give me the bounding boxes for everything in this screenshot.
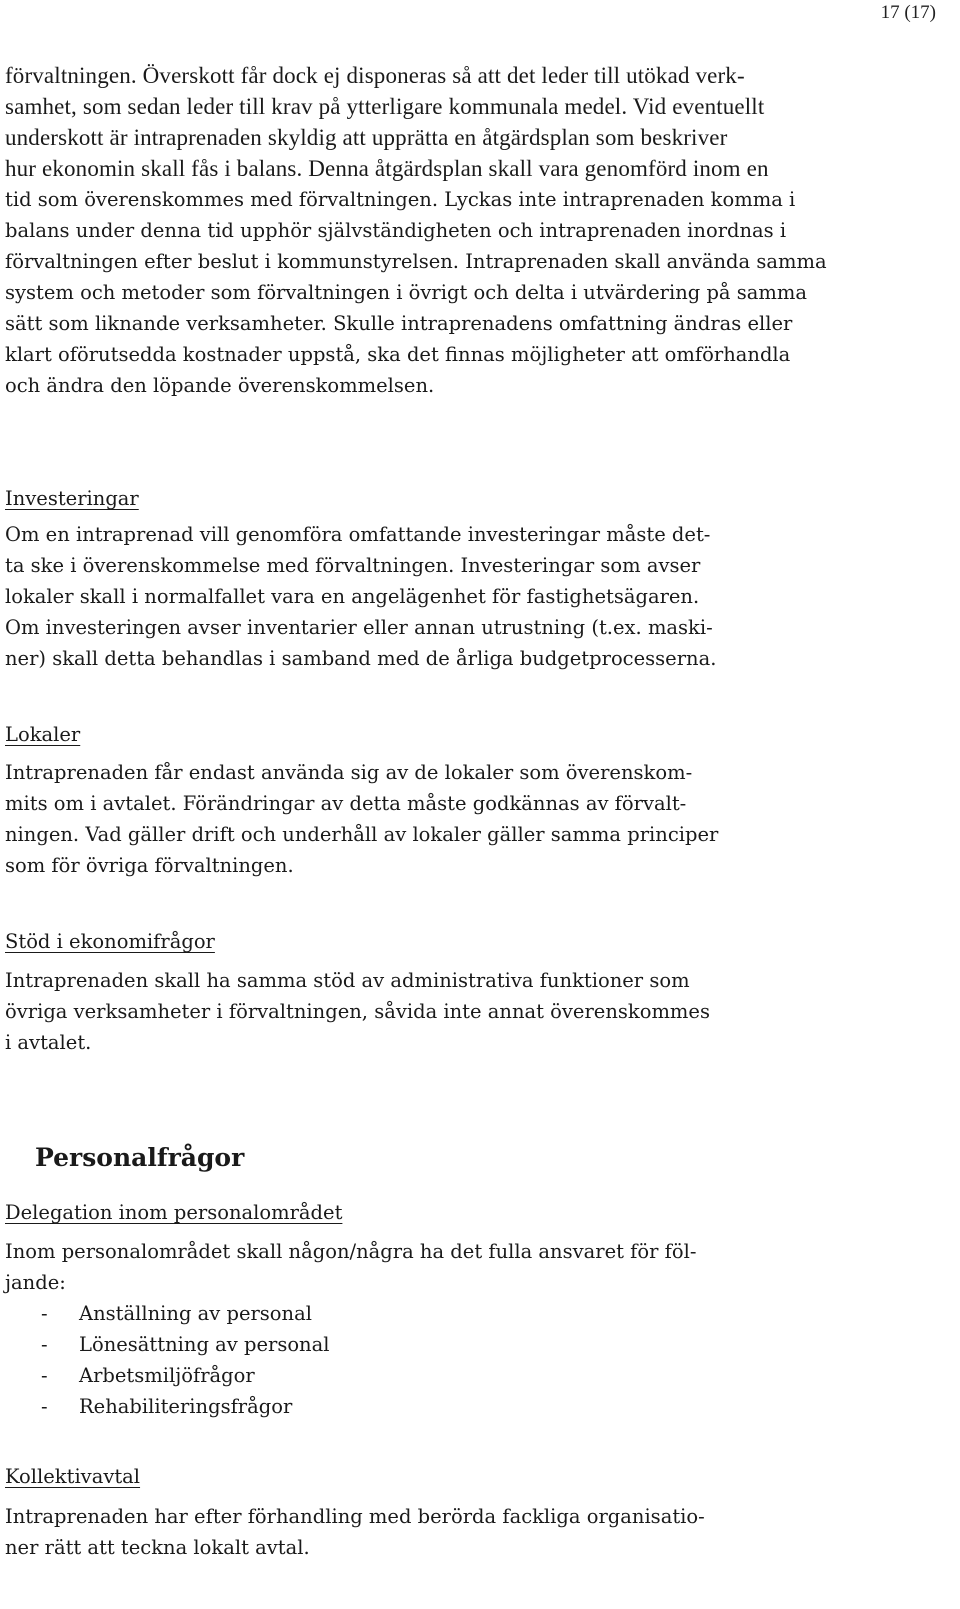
intro-serif-lines (5, 60, 945, 184)
text-line: klart oförutsedda kostnader uppstå, ska det finnas möjligheter att omförhandla (5, 343, 791, 366)
text-line: tid som överenskommes med förvaltningen. Lyckas inte intraprenaden komma i (5, 188, 796, 211)
list-item (5, 1391, 945, 1422)
lokaler-paragraph (5, 757, 945, 881)
page-number: 17 (17) (880, 2, 936, 23)
section-stod-ekonomifragor (5, 926, 945, 1058)
text-line: Intraprenaden får endast använda sig av de lokaler som överenskom- (5, 761, 693, 784)
section-lokaler (5, 719, 945, 881)
document-body (5, 60, 945, 1563)
text-line: samhet, som sedan leder till krav på ytterligare kommunala medel. Vid eventuellt (5, 94, 765, 119)
text-line: ningen. Vad gäller drift och underhåll av lokaler gäller samma principer (5, 823, 719, 846)
text-line: sätt som liknande verksamheter. Skulle intraprenadens omfattning ändras eller (5, 312, 793, 335)
delegation-paragraph (5, 1236, 945, 1298)
dash-bullet: - (41, 1333, 48, 1356)
text-line: Intraprenaden har efter förhandling med berörda fackliga organisatio- (5, 1505, 705, 1528)
intro-body-lines (5, 184, 945, 401)
text-line: Intraprenaden skall ha samma stöd av administrativa funktioner som (5, 969, 690, 992)
stod-heading: Stöd i ekonomifrågor (5, 930, 215, 953)
list-item-text: Arbetsmiljöfrågor (79, 1364, 255, 1387)
dash-bullet: - (41, 1364, 48, 1387)
text-line: i avtalet. (5, 1031, 92, 1054)
text-line: förvaltningen efter beslut i kommunstyrelsen. Intraprenaden skall använda samma (5, 250, 827, 273)
text-line: och ändra den löpande överenskommelsen. (5, 374, 435, 397)
list-item (5, 1298, 945, 1329)
text-line: system och metoder som förvaltningen i övrigt och delta i utvärdering på samma (5, 281, 807, 304)
lokaler-heading: Lokaler (5, 723, 81, 746)
list-item-text: Rehabiliteringsfrågor (79, 1395, 293, 1418)
investeringar-heading: Investeringar (5, 487, 139, 510)
text-line: ta ske i överenskommelse med förvaltningen. Investeringar som avser (5, 554, 701, 577)
text-line: som för övriga förvaltningen. (5, 854, 294, 877)
personalfragor-heading: Personalfrågor (35, 1143, 245, 1172)
intro-paragraph (5, 60, 945, 401)
list-item-text: Anställning av personal (79, 1302, 312, 1325)
text-line: jande: (5, 1271, 66, 1294)
delegation-list (5, 1298, 945, 1422)
text-line: förvaltningen. Överskott får dock ej disponeras så att det leder till utökad verk- (5, 63, 745, 88)
dash-bullet: - (41, 1302, 48, 1325)
text-line: Om en intraprenad vill genomföra omfattande investeringar måste det- (5, 523, 711, 546)
text-line: lokaler skall i normalfallet vara en angelägenhet för fastighetsägaren. (5, 585, 700, 608)
kollektivavtal-paragraph (5, 1501, 945, 1563)
investeringar-paragraph (5, 519, 945, 674)
kollektivavtal-heading: Kollektivavtal (5, 1465, 141, 1488)
list-item-text: Lönesättning av personal (79, 1333, 330, 1356)
text-line: underskott är intraprenaden skyldig att upprätta en åtgärdsplan som beskriver (5, 125, 728, 150)
text-line: Om investeringen avser inventarier eller annan utrustning (t.ex. maski- (5, 616, 713, 639)
text-line: ner rätt att teckna lokalt avtal. (5, 1536, 310, 1559)
delegation-heading: Delegation inom personalområdet (5, 1201, 343, 1224)
section-investeringar (5, 483, 945, 674)
section-personalfragor (5, 1141, 945, 1563)
list-item (5, 1329, 945, 1360)
text-line: hur ekonomin skall fås i balans. Denna åtgärdsplan skall vara genomförd inom en (5, 156, 769, 181)
text-line: balans under denna tid upphör självständigheten och intraprenaden inordnas i (5, 219, 787, 242)
dash-bullet: - (41, 1395, 48, 1418)
text-line: ner) skall detta behandlas i samband med de årliga budgetprocesserna. (5, 647, 717, 670)
list-item (5, 1360, 945, 1391)
text-line: övriga verksamheter i förvaltningen, såvida inte annat överenskommes (5, 1000, 710, 1023)
stod-paragraph (5, 965, 945, 1058)
text-line: mits om i avtalet. Förändringar av detta måste godkännas av förvalt- (5, 792, 687, 815)
text-line: Inom personalområdet skall någon/några ha det fulla ansvaret för föl- (5, 1240, 697, 1263)
